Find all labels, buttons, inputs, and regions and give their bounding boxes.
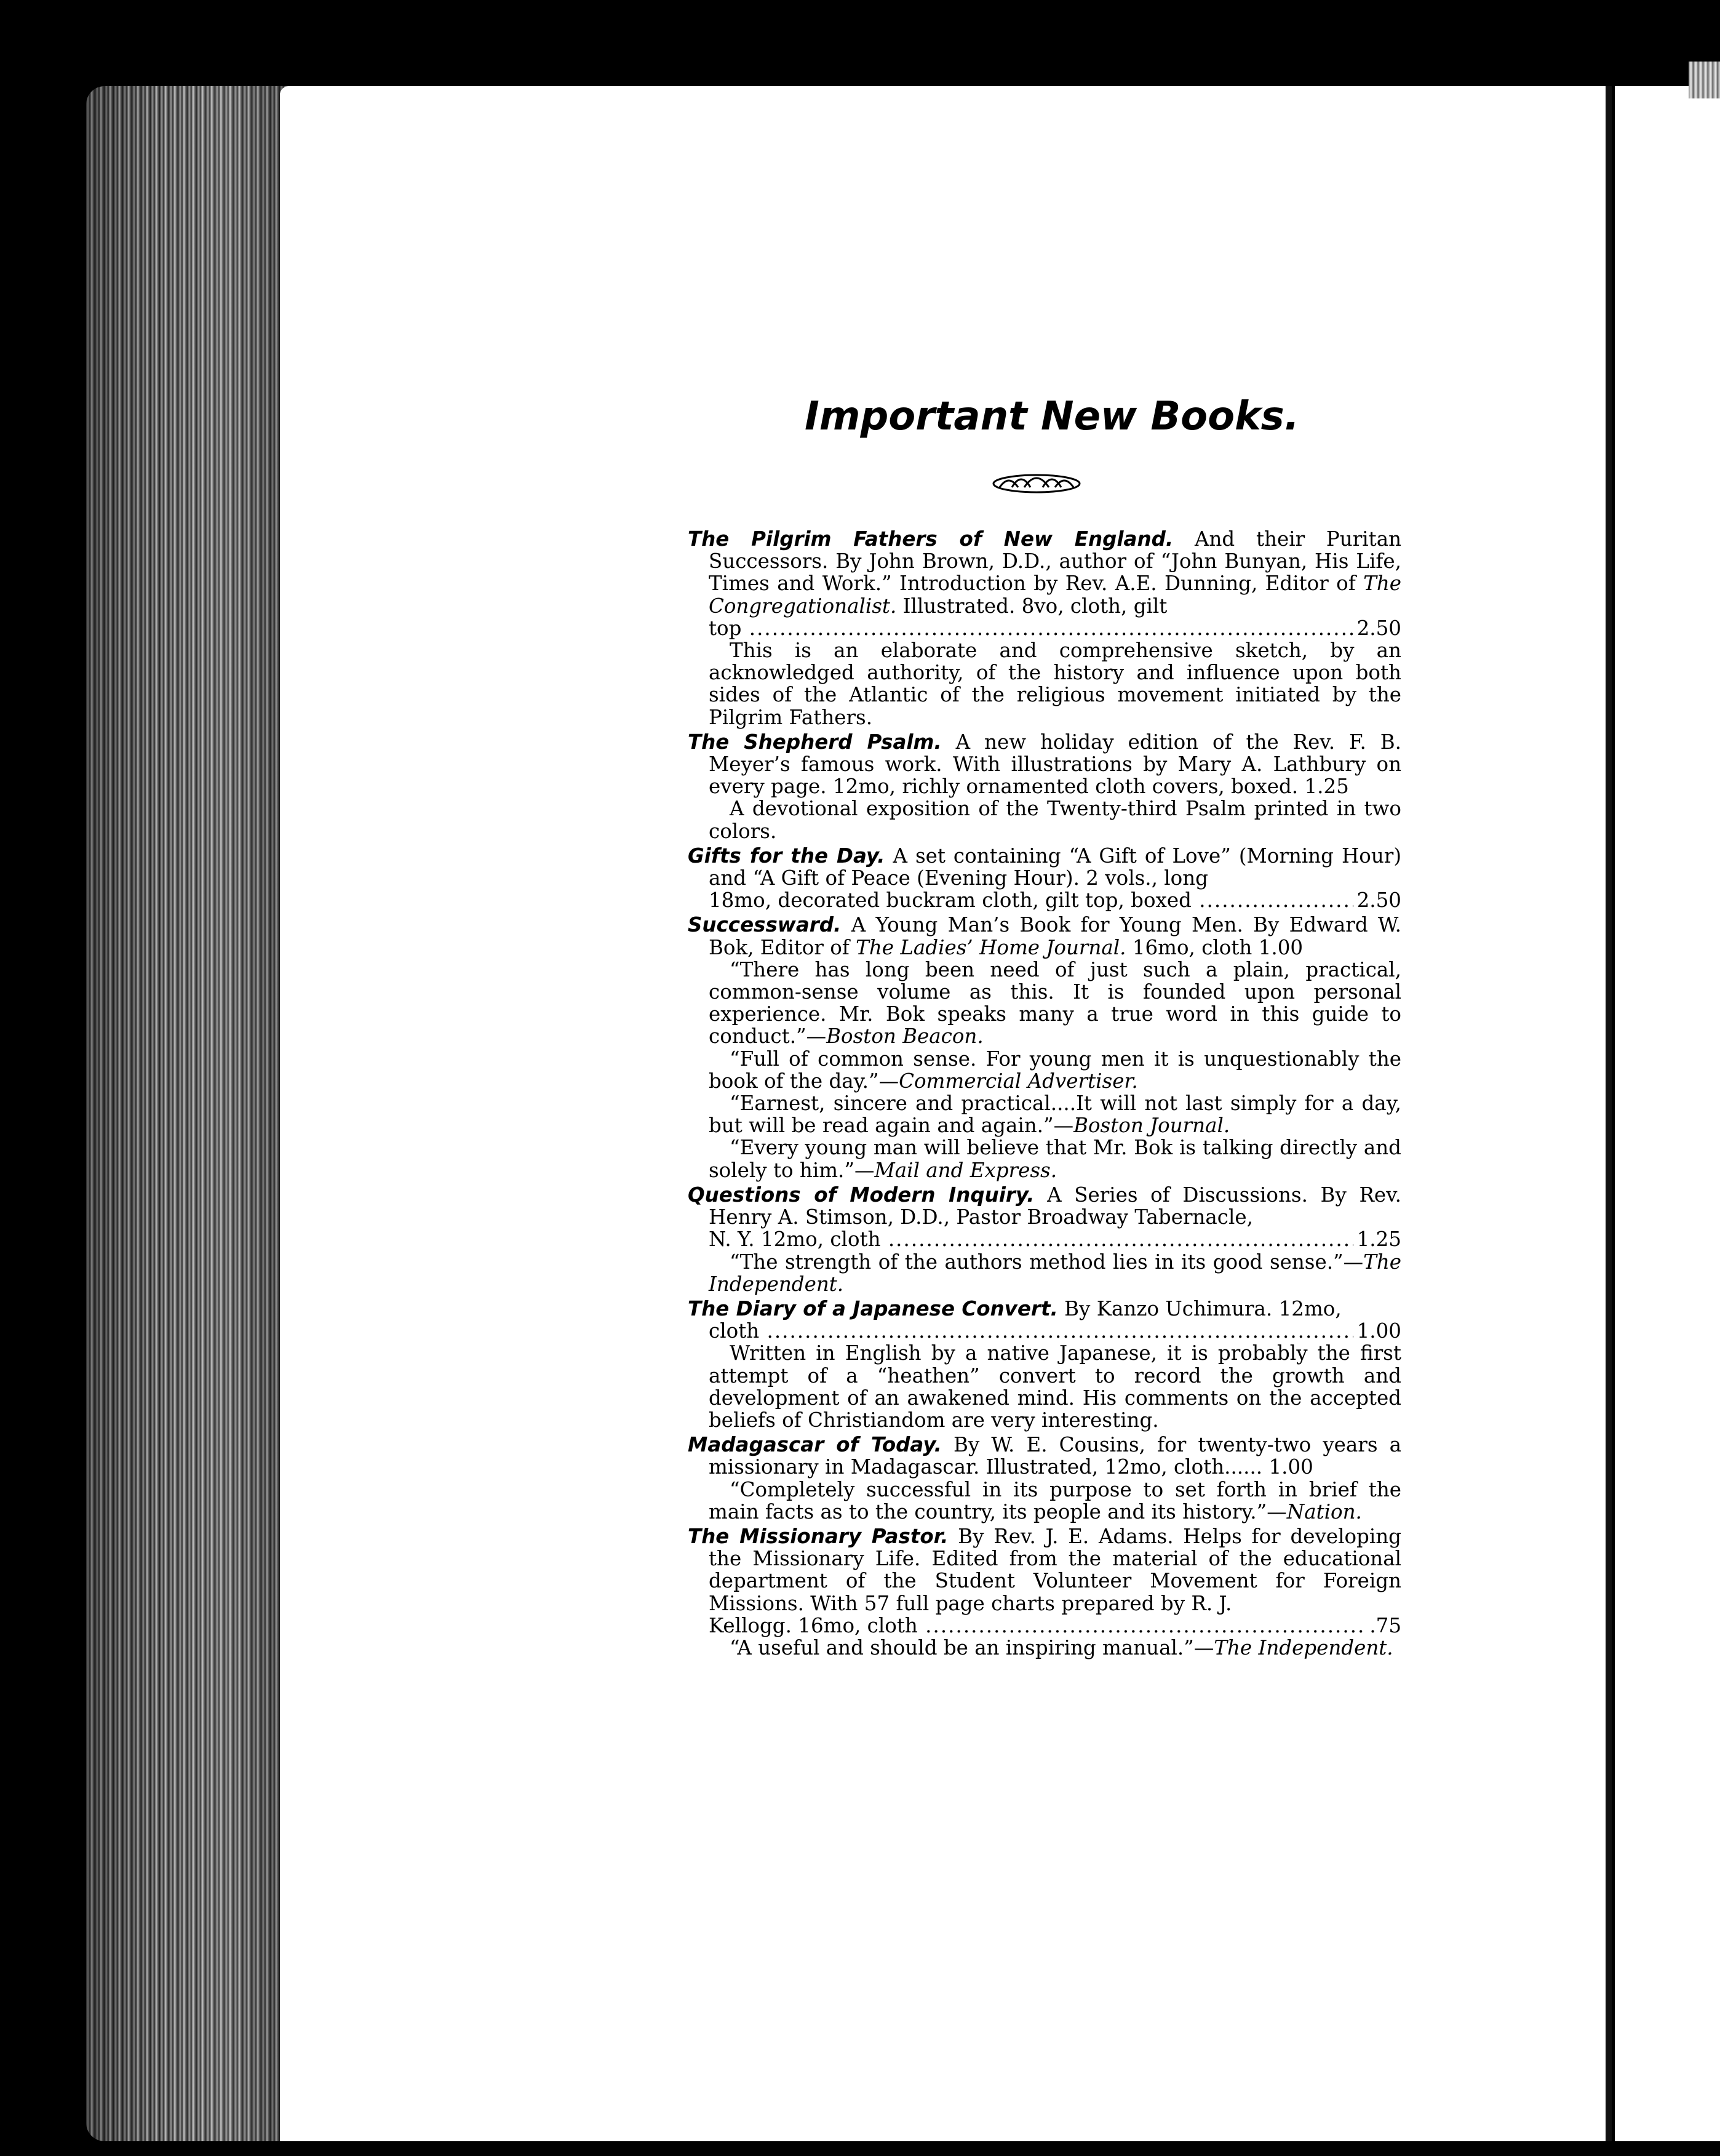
- note-source: The Independent.: [1214, 1635, 1393, 1659]
- book-title: The Diary of a Japanese Convert.: [688, 1296, 1058, 1320]
- book-list: [688, 528, 1401, 1659]
- book-description: The Diary of a Japanese Convert. By Kanzo Uchimura. 12mo,: [688, 1296, 1342, 1320]
- book-note: Written in English by a native Japanese, it is probably the first attempt of a “heathen” convert to record the growth and development of an awakened mind. His comments on the accepted beliefs of Christiandom are very interesting.: [709, 1341, 1401, 1432]
- book-page-edges: [86, 86, 289, 2141]
- price-line: cloth ..... 1.00: [688, 1320, 1401, 1342]
- page-gutter: [1606, 86, 1612, 2141]
- note-source: Nation.: [1286, 1499, 1362, 1523]
- book-title: The Shepherd Psalm.: [688, 730, 942, 754]
- book-price: .75: [1369, 1613, 1401, 1637]
- book-note: “Completely successful in its purpose to set forth in brief the main facts as to the country, its people and its history.”—Nation.: [709, 1477, 1401, 1523]
- binding-edge: [1689, 62, 1720, 98]
- book-note: “A useful and should be an inspiring manual.”—The Independent.: [730, 1635, 1393, 1659]
- book-note: This is an elaborate and comprehensive sketch, by an acknowledged authority, of the history and influence upon both sides of the Atlantic of the religious movement initiated by the Pilgrim Fathers.: [709, 639, 1401, 729]
- book-price: 2.50: [1356, 888, 1401, 912]
- book-entry: [688, 845, 1401, 912]
- book-price: 2.50: [1356, 616, 1401, 640]
- book-price: 1.00: [1268, 1455, 1313, 1479]
- ornament-icon: [990, 469, 1083, 496]
- book-title: Questions of Modern Inquiry.: [688, 1183, 1035, 1207]
- book-price: 1.25: [1304, 775, 1349, 799]
- book-title: Madagascar of Today.: [688, 1433, 942, 1457]
- note-source: Mail and Express.: [874, 1158, 1057, 1182]
- note-source: Boston Journal.: [1073, 1114, 1230, 1138]
- price-line: top ..... 2.50: [688, 617, 1401, 639]
- book-title: Successward.: [688, 913, 842, 937]
- book-note: “Earnest, sincere and practical....It will not last simply for a day, but will be read again and again.”—Boston Journal.: [709, 1092, 1401, 1138]
- book-entry: [688, 731, 1401, 842]
- book-note: “Full of common sense. For young men it is unquestionably the book of the day.”—Commercial Advertiser.: [709, 1047, 1401, 1093]
- book-price: 1.00: [1258, 935, 1304, 959]
- book-description: Madagascar of Today. By W. E. Cousins, for twenty-two years a missionary in Madagascar. Illustrated, 12mo, cloth...... 1.00: [688, 1433, 1401, 1479]
- book-price: 1.25: [1356, 1228, 1401, 1252]
- note-source: The Independent.: [709, 1250, 1401, 1296]
- book-entry: [688, 1525, 1401, 1659]
- note-source: Commercial Advertiser.: [899, 1069, 1138, 1093]
- book-description: Successward. A Young Man’s Book for Young Men. By Edward W. Bok, Editor of The Ladies’ Home Journal. 16mo, cloth 1.00: [688, 913, 1401, 959]
- book-title: Gifts for the Day.: [688, 844, 885, 868]
- book-description: Questions of Modern Inquiry. A Series of Discussions. By Rev. Henry A. Stimson, D.D., Pastor Broadway Tabernacle,: [688, 1183, 1401, 1229]
- book-price: 1.00: [1356, 1319, 1401, 1343]
- book-description: The Shepherd Psalm. A new holiday edition of the Rev. F. B. Meyer’s famous work. With illustrations by Mary A. Lathbury on every page. 12mo, richly ornamented cloth covers, boxed. 1.25: [688, 730, 1401, 799]
- book-title: The Missionary Pastor.: [688, 1524, 949, 1548]
- adjacent-page-sliver: [1615, 86, 1720, 2141]
- book-entry: [688, 528, 1401, 729]
- note-source: Boston Beacon.: [826, 1024, 984, 1048]
- book-title: The Pilgrim Fathers of New England.: [688, 527, 1174, 551]
- book-description: The Missionary Pastor. By Rev. J. E. Adams. Helps for developing the Missionary Life. Edited from the material of the educational department of the Student Volunteer Movement for Foreign Missions. With 57 full page charts prepared by R. J.: [688, 1524, 1401, 1615]
- price-line: Kellogg. 16mo, cloth ..... .75: [688, 1615, 1401, 1637]
- price-line: N. Y. 12mo, cloth ..... 1.25: [688, 1228, 1401, 1250]
- price-line: 18mo, decorated buckram cloth, gilt top, boxed ..... 2.50: [688, 889, 1401, 911]
- book-note: A devotional exposition of the Twenty-third Psalm printed in two colors.: [709, 797, 1401, 843]
- book-entry: [688, 1184, 1401, 1295]
- book-description: The Pilgrim Fathers of New England. And their Puritan Successors. By John Brown, D.D., author of “John Bunyan, His Life, Times and Work.” Introduction by Rev. A.E. Dunning, Editor of The Congregationalist. Illustrated. 8vo, cloth, gilt: [688, 527, 1401, 618]
- book-note: “The strength of the authors method lies in its good sense.”—The Independent.: [709, 1250, 1401, 1296]
- book-description: Gifts for the Day. A set containing “A Gift of Love” (Morning Hour) and “A Gift of Peace (Evening Hour). 2 vols., long: [688, 844, 1402, 890]
- page-title: Important New Books.: [804, 394, 1300, 439]
- book-entry: [688, 1434, 1401, 1523]
- book-note: “Every young man will believe that Mr. Bok is talking directly and solely to him.”—Mail and Express.: [709, 1136, 1401, 1182]
- book-note: “There has long been need of just such a plain, practical, common-sense volume as this. It is founded upon personal experience. Mr. Bok speaks many a true word in this guide to conduct.”—Boston Beacon.: [709, 957, 1401, 1048]
- book-entry: [688, 914, 1401, 1181]
- book-entry: [688, 1298, 1401, 1431]
